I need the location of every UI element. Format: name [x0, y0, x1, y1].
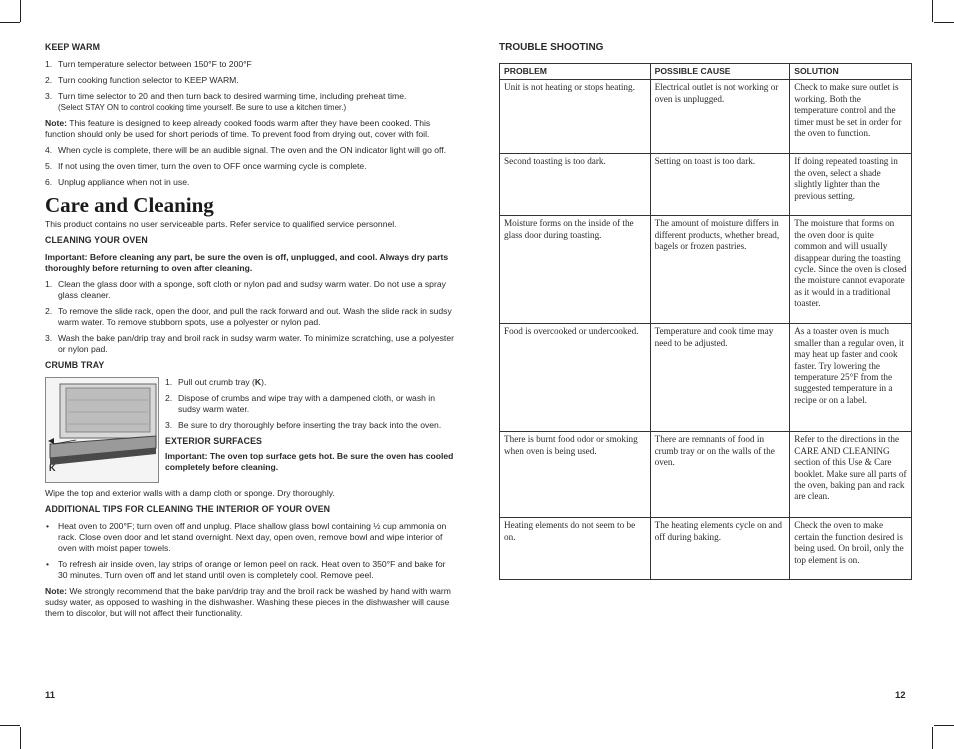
list-item: 5. If not using the oven timer, turn the oven to OFF once warming cycle is complete.	[45, 161, 367, 171]
crumb-tray-label: K	[49, 463, 56, 473]
troubleshooting-title: TROUBLE SHOOTING	[499, 42, 604, 53]
table-cell: Heating elements do not seem to be on.	[500, 518, 651, 580]
crop-mark	[934, 725, 954, 726]
cleaning-steps	[45, 279, 457, 355]
table-header-row	[500, 64, 912, 80]
right-page	[499, 42, 912, 580]
bullet-icon: •	[46, 521, 50, 531]
wipe-text: Wipe the top and exterior walls with a damp cloth or sponge. Dry thoroughly.	[45, 488, 335, 498]
list-item: 3. Turn time selector to 20 and then turn back to desired warming time, including preheat time. (Select STAY ON to control cooking time yourself. Be sure to use a kitchen timer.)	[45, 91, 407, 112]
column-header: POSSIBLE CAUSE	[650, 64, 790, 80]
list-item: 1. Pull out crumb tray (K).	[165, 377, 267, 387]
column-header: PROBLEM	[500, 64, 651, 80]
list-item: 3. Wash the bake pan/drip tray and broil rack in sudsy warm water. To minimize scratching, use a polyester or nylon pad.	[45, 333, 454, 354]
table-cell: Electrical outlet is not working or oven is unplugged.	[650, 80, 790, 154]
table-cell: There are remnants of food in crumb tray or on the walls of the oven.	[650, 432, 790, 518]
table-cell: Check to make sure outlet is working. Both the temperature control and the timer must be set in order for the oven to function.	[790, 80, 912, 154]
table-row	[500, 154, 912, 216]
column-header: SOLUTION	[790, 64, 912, 80]
crumb-tray-section	[45, 377, 457, 483]
toaster-oven-drawing	[46, 378, 158, 482]
toaster-oven-illustration	[45, 377, 159, 483]
list-item: 4. When cycle is complete, there will be an audible signal. The oven and the ON indicator light will go off.	[45, 145, 447, 155]
crumb-tray-steps	[165, 377, 457, 431]
care-title: Care and Cleaning	[45, 193, 214, 217]
table-row	[500, 432, 912, 518]
table-row	[500, 324, 912, 432]
table-cell: Temperature and cook time may need to be adjusted.	[650, 324, 790, 432]
page-number-left: 11	[45, 690, 56, 701]
troubleshooting-table	[499, 63, 912, 580]
crop-mark	[932, 0, 933, 22]
crop-mark	[20, 727, 21, 749]
tips-heading: ADDITIONAL TIPS FOR CLEANING THE INTERIOR OF YOUR OVEN	[45, 504, 331, 514]
table-cell: Food is overcooked or undercooked.	[500, 324, 651, 432]
table-cell: The moisture that forms on the oven door is quite common and will usually disappear during the toasting cycle. Since the oven is closed the moisture cannot evaporate as it would in a traditional toaster.	[790, 216, 912, 324]
page-number-right: 12	[895, 690, 906, 701]
table-row	[500, 216, 912, 324]
table-cell: As a toaster oven is much smaller than a regular oven, it may heat up faster and cook faster. Try lowering the temperature 25°F from the suggested temperature in a recipe or on a label.	[790, 324, 912, 432]
cleaning-important: Important: Before cleaning any part, be sure the oven is off, unplugged, and cool. Always dry parts thoroughly before returning to oven after cleaning.	[45, 252, 449, 273]
table-cell: Unit is not heating or stops heating.	[500, 80, 651, 154]
list-item: 2. Dispose of crumbs and wipe tray with a dampened cloth, or wash in sudsy warm water.	[165, 393, 435, 414]
final-note: Note: We strongly recommend that the bake pan/drip tray and the broil rack be washed by hand with warm sudsy water, as opposed to washing in the dishwasher. Washing these pieces in the dishwasher will cause them to discolor, but will not affect their functionality.	[45, 586, 451, 618]
list-item: 2. Turn cooking function selector to KEEP WARM.	[45, 75, 239, 85]
list-item: 1. Turn temperature selector between 150°F to 200°F	[45, 59, 252, 69]
crumb-tray-text	[165, 377, 457, 483]
list-item: 1. Clean the glass door with a sponge, soft cloth or nylon pad and sudsy warm water. Do not use a spray glass cleaner.	[45, 279, 446, 300]
crop-mark	[934, 22, 954, 23]
cleaning-heading: CLEANING YOUR OVEN	[45, 235, 148, 245]
list-item: • To refresh air inside oven, lay strips of orange or lemon peel on rack. Heat oven to 350°F and bake for 30 minutes. Turn oven off and let stand until oven is completely cool. Remove peel.	[46, 559, 446, 580]
list-item: 6. Unplug appliance when not in use.	[45, 177, 190, 187]
list-item: 3. Be sure to dry thoroughly before inserting the tray back into the oven.	[165, 420, 442, 430]
list-item: 2. To remove the slide rack, open the door, and pull the rack forward and out. Wash the slide rack in sudsy warm water. To remove stubborn spots, use a polyester or nylon pad.	[45, 306, 452, 327]
table-row	[500, 518, 912, 580]
exterior-important: Important: The oven top surface gets hot. Be sure the oven has cooled completely before cleaning.	[165, 451, 454, 472]
crumb-tray-heading: CRUMB TRAY	[45, 360, 105, 370]
keep-warm-note: Note: This feature is designed to keep already cooked foods warm after they have been cooked. This function should only be used for short periods of time. To prevent food from drying out, cover with foil.	[45, 118, 431, 139]
table-cell: Moisture forms on the inside of the glass door during toasting.	[500, 216, 651, 324]
table-cell: Refer to the directions in the CARE AND CLEANING section of this Use & Care booklet. Make sure all parts of the oven, baking pan and rack are clean.	[790, 432, 912, 518]
list-item: • Heat oven to 200°F; turn oven off and unplug. Place shallow glass bowl containing ½ cup ammonia on rack. Close oven door and let stand overnight. Next day, open oven, remove bowl and wipe interior of oven with moist paper towels.	[46, 521, 447, 553]
crop-mark	[0, 725, 20, 726]
table-cell: The amount of moisture differs in different products, whether bread, bagels or frozen pastries.	[650, 216, 790, 324]
tips-list	[45, 521, 457, 581]
table-cell: The heating elements cycle on and off during baking.	[650, 518, 790, 580]
crop-mark	[932, 727, 933, 749]
table-cell: Check the oven to make certain the function desired is being used. On broil, only the top element is on.	[790, 518, 912, 580]
keep-warm-heading: KEEP WARM	[45, 42, 100, 52]
table-cell: Setting on toast is too dark.	[650, 154, 790, 216]
exterior-heading: EXTERIOR SURFACES	[165, 436, 263, 446]
table-cell: If doing repeated toasting in the oven, select a shade slightly lighter than the previous setting.	[790, 154, 912, 216]
table-row	[500, 80, 912, 154]
table-cell: There is burnt food odor or smoking when oven is being used.	[500, 432, 651, 518]
table-cell: Second toasting is too dark.	[500, 154, 651, 216]
keep-warm-steps-2	[45, 145, 457, 188]
keep-warm-steps	[45, 59, 457, 113]
crop-mark	[20, 0, 21, 22]
crop-mark	[0, 22, 20, 23]
left-page	[45, 42, 457, 624]
bullet-icon: •	[46, 559, 50, 569]
care-intro: This product contains no user serviceable parts. Refer service to qualified service personnel.	[45, 219, 397, 229]
